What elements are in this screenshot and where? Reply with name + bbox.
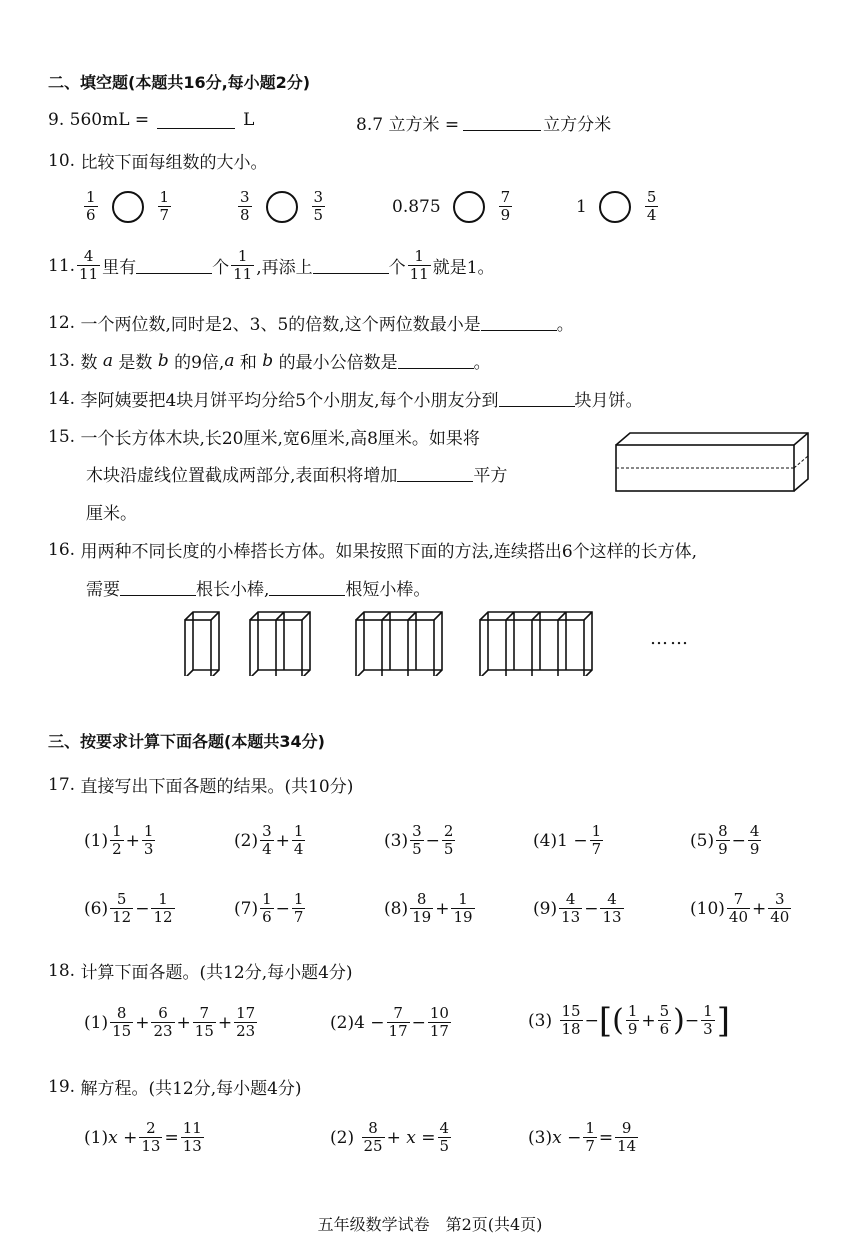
q14-text: 李阿姨要把4块月饼平均分给5个小朋友,每个小朋友分到 [80,391,499,411]
q15-line-2-end: 平方 [473,466,508,486]
var-a: a [102,350,113,371]
q17-number: 17. [48,774,76,795]
operator: + [123,1127,138,1148]
fraction: $\frac{9}{14}$ [617,1119,637,1155]
fraction: $\frac{3}{40}$ [770,890,790,926]
operator: − [573,830,588,851]
q17-item [384,823,457,858]
stick-cuboid-edge [408,612,416,620]
fraction: $\frac{2}{5}$ [443,822,454,858]
fraction: $\frac{1}{9}$ [627,1002,638,1038]
q10-number: 10. [48,150,76,171]
compare-circle[interactable] [112,191,144,223]
item-label: (6) [84,898,109,919]
item-label: (2) [330,1127,355,1148]
fraction: $\frac{1}{2}$ [112,822,122,858]
operator: + [217,1012,233,1033]
cuboid-figure [612,430,814,494]
q13-text: 的9倍, [174,353,225,373]
q9-part-a: 560mL = [69,110,150,130]
question-12 [48,310,574,335]
q10-pair-1 [82,189,173,224]
stick-cuboid-edge [250,670,258,676]
q12-number: 12. [48,312,76,333]
fraction: $\frac{1}{12}$ [153,890,173,926]
q17-item [533,891,626,926]
q11-number: 11. [48,255,76,276]
stick-cuboid-edge [356,620,434,676]
q18-expr-3 [528,1000,730,1041]
operator: + [125,830,140,851]
operand: 1 [557,830,568,851]
q11-blank-1[interactable] [136,257,212,274]
fraction: $\frac{5}{4}$ [646,188,657,224]
item-label: (3) [528,1010,553,1031]
fraction: $\frac{4}{13}$ [602,890,622,926]
q11-text: 个 [388,258,406,278]
section-3-title: 三、按要求计算下面各题(本题共34分) [48,732,325,751]
var-b: b [262,350,274,371]
q11-text: 就是1。 [432,258,495,278]
fraction: $\frac{15}{18}$ [561,1002,581,1038]
q13-end: 。 [473,353,491,373]
q18-expr-2 [330,1005,453,1040]
stick-cuboid-edge [185,670,193,676]
q10-value: 0.875 [392,196,441,217]
q15-line-2: 木块沿虚线位置截成两部分,表面积将增加 [86,466,398,486]
left-paren: ( [612,1002,624,1038]
fraction: $\frac{1}{3}$ [703,1002,713,1038]
fraction: $\frac{5}{6}$ [659,1002,670,1038]
fraction: $\frac{1}{11}$ [409,247,429,283]
q13-number: 13. [48,350,76,371]
stick-cuboid-edge [211,612,219,620]
item-label: (3) [528,1127,553,1148]
q17-item [234,823,307,858]
item-label: (3) [384,830,409,851]
continuation-dots: …… [650,628,690,649]
q16-line-2 [86,575,430,600]
q14-blank[interactable] [499,390,575,407]
fraction: $\frac{17}{23}$ [236,1004,256,1040]
item-label: (2)4 − [330,1012,385,1033]
q19-equation-2 [330,1120,453,1155]
q16-blank-2[interactable] [269,579,345,596]
q10-pair-3 [392,189,514,224]
operator: − [425,830,440,851]
right-bracket: ] [716,1000,730,1041]
q10-text: 比较下面每组数的大小。 [80,153,268,173]
stick-cuboid-edge [250,612,310,676]
q15-number: 15. [48,426,76,447]
fraction: $\frac{7}{9}$ [500,188,511,224]
q11-text: ,再添上 [256,258,313,278]
fraction: $\frac{7}{40}$ [728,890,748,926]
var-x: x [552,1127,562,1148]
question-11 [48,248,495,283]
q11-text: 个 [212,258,230,278]
q19-number: 19. [48,1076,76,1097]
operator: − [135,898,150,919]
stick-cuboid-edge [356,670,364,676]
operator: + [176,1012,191,1033]
q9-unit-a: L [243,110,255,130]
q12-text: 一个两位数,同时是2、3、5的倍数,这个两位数最小是 [80,315,481,335]
q10-pair-4 [576,189,660,224]
q13-text: 数 [80,353,98,373]
q13-blank[interactable] [398,352,474,369]
question-18 [48,958,353,983]
q17-text: 直接写出下面各题的结果。(共10分) [80,777,354,797]
question-16 [48,537,697,562]
q19-text: 解方程。(共12分,每小题4分) [80,1079,302,1099]
stick-cuboid-edge [506,612,514,620]
item-label: (1) [84,1127,109,1148]
question-10 [48,148,267,173]
fraction: $\frac{7}{17}$ [388,1004,408,1040]
question-19 [48,1074,302,1099]
q12-end: 。 [556,315,574,335]
q17-item [690,823,763,858]
q13-text: 是数 [118,353,153,373]
var-x: x [108,1127,118,1148]
item-label: (7) [234,898,259,919]
fraction: $\frac{7}{15}$ [194,1004,214,1040]
fraction: $\frac{4}{11}$ [79,247,99,283]
item-label: (2) [234,830,259,851]
item-label: (5) [690,830,715,851]
left-bracket: [ [598,1000,613,1041]
fraction: $\frac{1}{6}$ [86,188,96,224]
operator: + [641,1010,656,1031]
fraction: $\frac{5}{12}$ [112,890,132,926]
stick-cuboid-edge [185,620,211,676]
q10-pair-2 [236,189,327,224]
stick-cuboid-edge [532,612,540,620]
q12-blank[interactable] [481,314,557,331]
equals: = [421,1127,436,1148]
item-label: (9) [533,898,558,919]
operator: − [584,898,599,919]
stick-cuboids-figure [180,606,610,676]
equals: = [598,1127,614,1148]
compare-circle[interactable] [453,191,485,223]
stick-cuboid-edge [480,612,592,676]
operator: − [411,1012,426,1033]
q16-number: 16. [48,539,76,560]
question-13 [48,348,491,373]
fraction: $\frac{1}{7}$ [159,188,170,224]
q18-expr-1 [84,1005,259,1040]
q16-text: 根长小棒, [196,580,270,600]
q16-text: 根短小棒。 [345,580,431,600]
question-9 [48,110,254,130]
fraction: $\frac{11}{13}$ [182,1119,202,1155]
operator: + [386,1127,401,1148]
q9-number: 9. [48,110,65,130]
compare-circle[interactable] [266,191,298,223]
q10-value: 1 [576,196,587,217]
fraction: $\frac{4}{5}$ [439,1119,450,1155]
item-label: (1) [84,1012,109,1033]
fraction: $\frac{4}{9}$ [749,822,760,858]
item-label: (1) [84,830,109,851]
q9-unit-b: 立方分米 [543,115,612,135]
fraction: $\frac{1}{3}$ [143,822,154,858]
equals: = [164,1127,179,1148]
fraction: $\frac{1}{7}$ [585,1119,595,1155]
stick-cuboid-edge [185,612,219,676]
q15-blank[interactable] [397,465,473,482]
operator: − [731,830,746,851]
compare-circle[interactable] [599,191,631,223]
q14-end: 块月饼。 [574,391,643,411]
operator: + [135,1012,150,1033]
fraction: $\frac{8}{19}$ [412,890,432,926]
item-label: (8) [384,898,409,919]
fraction: $\frac{1}{11}$ [233,247,253,283]
q11-blank-2[interactable] [313,257,389,274]
stick-cuboid-edge [558,612,566,620]
stick-cuboid-edge [356,612,442,676]
operator: + [275,830,290,851]
q16-blank-1[interactable] [120,579,196,596]
fraction: $\frac{2}{13}$ [141,1119,161,1155]
item-label: (4) [533,830,558,851]
operator: + [752,898,767,919]
stick-cuboid-edge [584,612,592,620]
section-2-title: 二、填空题(本题共16分,每小题2分) [48,73,311,92]
stick-cuboid-edge [302,612,310,620]
q19-equation-1 [84,1120,206,1155]
q15-line-1: 一个长方体木块,长20厘米,宽6厘米,高8厘米。如果将 [80,429,480,449]
q18-number: 18. [48,960,76,981]
question-17 [48,772,353,797]
fraction: $\frac{6}{23}$ [153,1004,173,1040]
q9-blank-a[interactable] [157,112,235,129]
q19-equation-3 [528,1120,640,1155]
q17-item [533,823,605,858]
stick-cuboid-edge [480,670,488,676]
q9-part-b: 8.7 立方米 = [356,115,460,135]
fraction: $\frac{1}{7}$ [293,890,304,926]
operator: − [275,898,290,919]
fraction: $\frac{3}{5}$ [412,822,422,858]
q11-text: 里有 [102,258,137,278]
fraction: $\frac{8}{15}$ [112,1004,132,1040]
var-b: b [157,350,169,371]
q18-text: 计算下面各题。(共12分,每小题4分) [80,963,353,983]
question-14 [48,386,643,411]
fraction: $\frac{8}{25}$ [363,1119,383,1155]
q17-item [384,891,477,926]
var-x: x [406,1127,416,1148]
fraction: $\frac{1}{19}$ [453,890,473,926]
stick-cuboid-edge [382,612,390,620]
q16-text: 需要 [86,580,120,600]
fraction: $\frac{4}{13}$ [561,890,581,926]
fraction: $\frac{3}{8}$ [240,188,250,224]
right-paren: ) [673,1002,685,1038]
q17-item [84,823,157,858]
operator: − [684,1010,700,1031]
fraction: $\frac{10}{17}$ [429,1004,449,1040]
q17-item [690,891,793,926]
operator: − [567,1127,582,1148]
var-a: a [224,350,235,371]
q16-line-1: 用两种不同长度的小棒搭长方体。如果按照下面的方法,连续搭出6个这样的长方体, [80,542,698,562]
q13-text: 的最小公倍数是 [278,353,398,373]
fraction: $\frac{1}{4}$ [293,822,304,858]
q15-line-3: 厘米。 [86,504,137,524]
fraction: $\frac{1}{7}$ [591,822,602,858]
item-label: (10) [690,898,725,919]
stick-cuboid-edge [276,612,284,620]
q13-text: 和 [239,353,257,373]
question-9-b [356,110,611,135]
q17-item [84,891,177,926]
fraction: $\frac{3}{5}$ [313,188,324,224]
q14-number: 14. [48,388,76,409]
fraction: $\frac{1}{6}$ [262,890,272,926]
q9-blank-b[interactable] [463,114,541,131]
page-footer: 五年级数学试卷 第2页(共4页) [317,1215,543,1234]
fraction: $\frac{3}{4}$ [262,822,272,858]
stick-cuboid-edge [434,612,442,620]
operator: − [584,1010,599,1031]
q15-line-2-row [86,461,507,486]
operator: + [435,898,450,919]
q17-item [234,891,307,926]
fraction: $\frac{8}{9}$ [718,822,728,858]
question-15 [48,424,480,449]
